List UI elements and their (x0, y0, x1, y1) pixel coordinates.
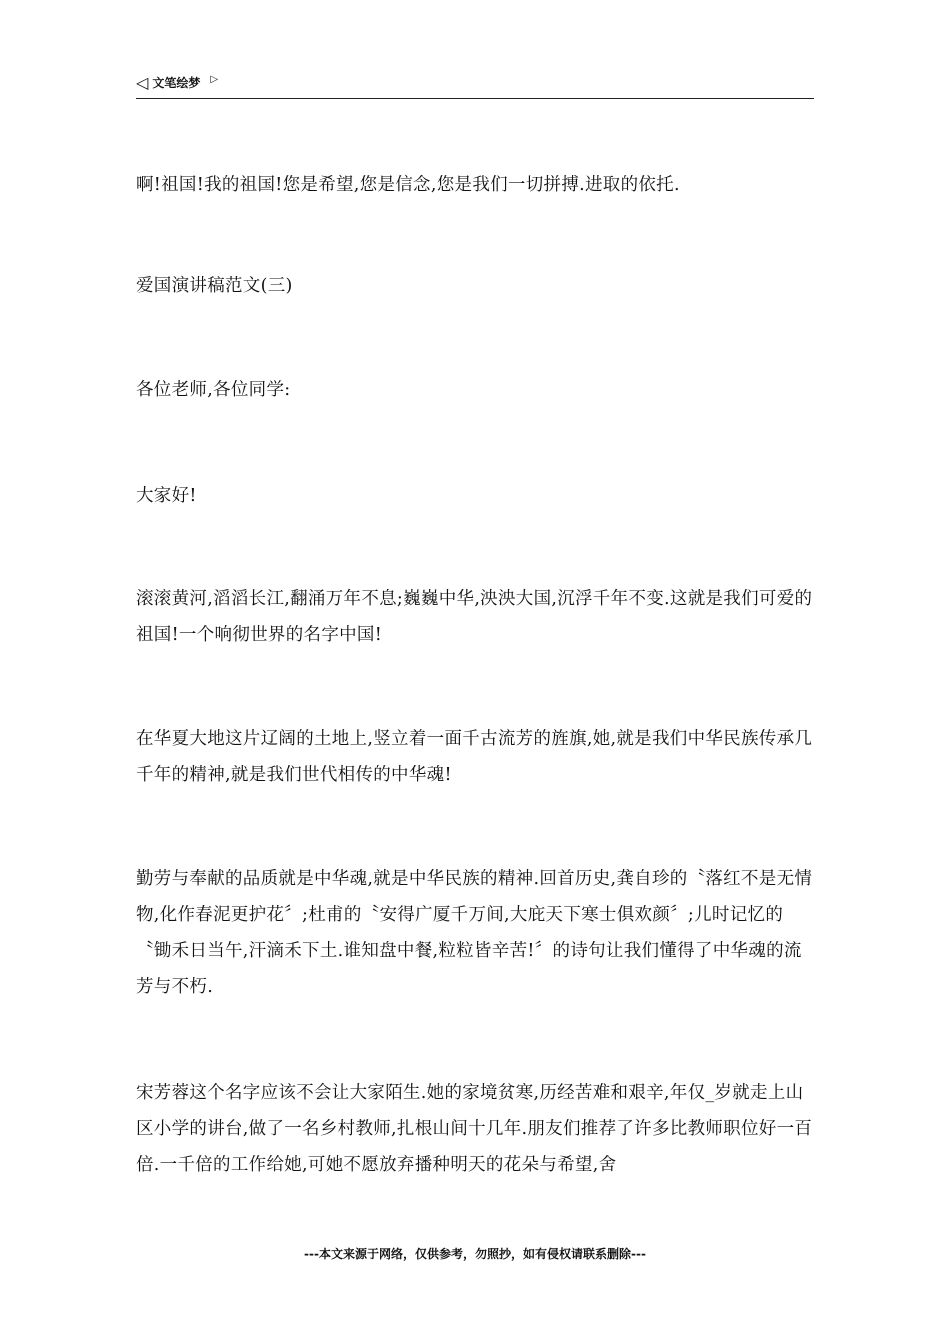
page-footer: ---本文来源于网络，仅供参考，勿照抄，如有侵权请联系删除--- (304, 1247, 646, 1261)
left-triangle-icon: ◁ (136, 72, 149, 92)
paragraph-body: 在华夏大地这片辽阔的土地上,竖立着一面千古流芳的旌旗,她,就是我们中华民族传承几千年的精神,就是我们世代相传的中华魂! (136, 729, 813, 785)
paragraph-closing-line: 啊!祖国!我的祖国!您是希望,您是信念,您是我们一切拼搏.进取的依托. (136, 175, 680, 195)
page-header (136, 74, 814, 99)
right-triangle-icon: ▷ (210, 74, 219, 85)
paragraph-body: 勤劳与奉献的品质就是中华魂,就是中华民族的精神.回首历史,龚自珍的〝落红不是无情物,化作春泥更护花〞;杜甫的〝安得广厦千万间,大庇天下寒士俱欢颜〞;儿时记忆的〝锄禾日当午,汗滴禾下土.谁知盘中餐,粒粒皆辛苦!〞的诗句让我们懂得了中华魂的流芳与不朽. (136, 869, 813, 997)
paragraph-salutation: 各位老师,各位同学: (136, 380, 291, 400)
paragraph-body: 滚滚黄河,滔滔长江,翻涌万年不息;巍巍中华,泱泱大国,沉浮千年不变.这就是我们可爱的祖国!一个响彻世界的名字中国! (136, 589, 813, 645)
paragraph-greeting: 大家好! (136, 486, 197, 506)
section-title: 爱国演讲稿范文(三) (136, 276, 293, 296)
header-title: 文笔绘梦 (152, 76, 201, 90)
header-brand (136, 74, 218, 91)
paragraph-body: 宋芳蓉这个名字应该不会让大家陌生.她的家境贫寒,历经苦难和艰辛,年仅_岁就走上山区小学的讲台,做了一名乡村教师,扎根山间十几年.朋友们推荐了许多比教师职位好一百倍.一千倍的工作给她,可她不愿放弃播种明天的花朵与希望,舍 (136, 1083, 813, 1175)
